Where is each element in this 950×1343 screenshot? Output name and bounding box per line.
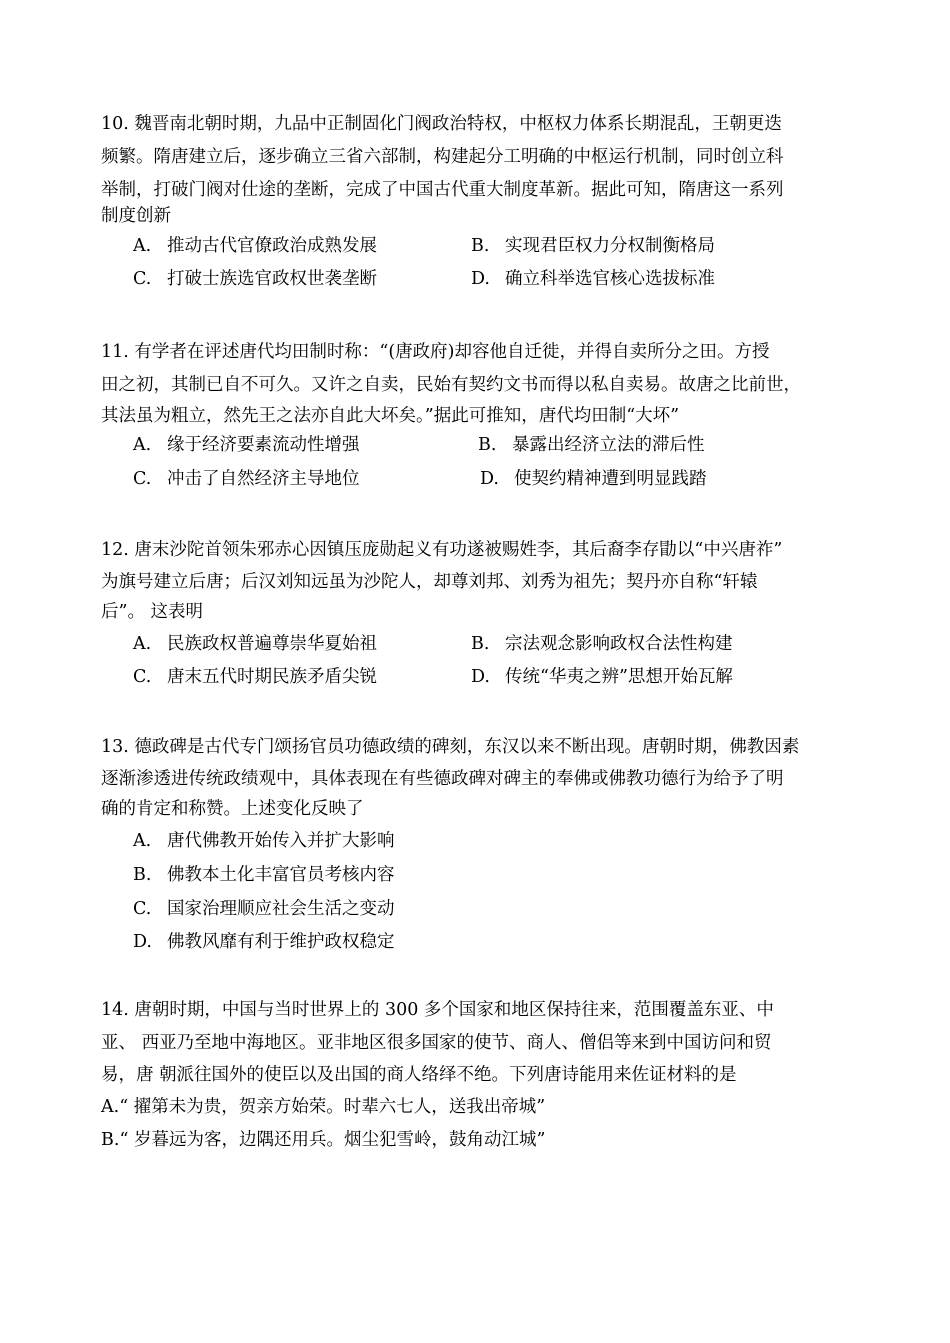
question-stem-line: 易，唐 朝派往国外的使臣以及出国的商人络绎不绝。下列唐诗能用来佐证材料的是 bbox=[101, 1065, 737, 1085]
option-c[interactable]: C. 唐末五代时期民族矛盾尖锐 bbox=[133, 667, 377, 687]
option-c[interactable]: C. 冲击了自然经济主导地位 bbox=[133, 469, 360, 489]
option-b[interactable]: B. 佛教本土化丰富官员考核内容 bbox=[133, 865, 395, 885]
question-stem-line: 11. 有学者在评述唐代均田制时称：“(唐政府)却容他自迁徙，并得自卖所分之田。方授 bbox=[101, 342, 770, 362]
question-stem-line: 田之初，其制已自不可久。又许之自卖，民始有契约文书而得以私自卖易。故唐之比前世， bbox=[101, 375, 801, 395]
option-a[interactable]: A. 推动古代官僚政治成熟发展 bbox=[133, 236, 377, 256]
option-d[interactable]: D. 使契约精神遭到明显践踏 bbox=[480, 469, 707, 489]
question-stem-line: 14. 唐朝时期，中国与当时世界上的 300 多个国家和地区保持往来，范围覆盖东亚、中 bbox=[101, 1000, 774, 1020]
option-b[interactable]: B. 宗法观念影响政权合法性构建 bbox=[471, 634, 733, 654]
question-stem-line: 频繁。隋唐建立后，逐步确立三省六部制，构建起分工明确的中枢运行机制，同时创立科 bbox=[101, 147, 784, 167]
option-a[interactable]: A. 唐代佛教开始传入并扩大影响 bbox=[133, 831, 395, 851]
option-d[interactable]: D. 确立科举选官核心选拔标准 bbox=[471, 269, 715, 289]
question-stem-line: 举制，打破门阀对仕途的垄断，完成了中国古代重大制度革新。据此可知，隋唐这一系列 bbox=[101, 180, 784, 200]
question-stem-line: 其法虽为粗立，然先王之法亦自此大坏矣。”据此可推知，唐代均田制“大坏” bbox=[101, 406, 680, 426]
question-stem-line: 12. 唐末沙陀首领朱邪赤心因镇压庞勋起义有功遂被赐姓李，其后裔李存勖以“中兴唐祚” bbox=[101, 540, 783, 560]
question-stem-line: 13. 德政碑是古代专门颂扬官员功德政绩的碑刻，东汉以来不断出现。唐朝时期，佛教因素 bbox=[101, 737, 800, 757]
option-c[interactable]: C. 国家治理顺应社会生活之变动 bbox=[133, 899, 395, 919]
question-stem-line: 为旗号建立后唐；后汉刘知远虽为沙陀人，却尊刘邦、刘秀为祖先；契丹亦自称“轩辕 bbox=[101, 572, 758, 592]
question-stem-line: 制度创新 bbox=[101, 206, 171, 226]
option-b[interactable]: B. 实现君臣权力分权制衡格局 bbox=[471, 236, 715, 256]
question-stem-line: 后”。 这表明 bbox=[101, 602, 204, 622]
option-c[interactable]: C. 打破士族选官政权世袭垄断 bbox=[133, 269, 377, 289]
option-a[interactable]: A. 民族政权普遍尊崇华夏始祖 bbox=[133, 634, 377, 654]
option-b[interactable]: B. 暴露出经济立法的滞后性 bbox=[478, 435, 705, 455]
question-stem-line: 逐渐渗透进传统政绩观中，具体表现在有些德政碑对碑主的奉佛或佛教功德行为给予了明 bbox=[101, 769, 784, 789]
option-a[interactable]: A.“ 擢第未为贵，贺亲方始荣。时辈六七人，送我出帝城” bbox=[101, 1097, 546, 1117]
question-stem-line: 确的肯定和称赞。上述变化反映了 bbox=[101, 799, 364, 819]
option-d[interactable]: D. 佛教风靡有利于维护政权稳定 bbox=[133, 932, 395, 952]
question-stem-line: 亚、 西亚乃至地中海地区。亚非地区很多国家的使节、商人、僧侣等来到中国访问和贸 bbox=[101, 1033, 772, 1053]
option-b[interactable]: B.“ 岁暮远为客，边隅还用兵。烟尘犯雪岭，鼓角动江城” bbox=[101, 1130, 546, 1150]
option-a[interactable]: A. 缘于经济要素流动性增强 bbox=[133, 435, 360, 455]
option-d[interactable]: D. 传统“华夷之辨”思想开始瓦解 bbox=[471, 667, 733, 687]
question-stem-line: 10. 魏晋南北朝时期，九品中正制固化门阀政治特权，中枢权力体系长期混乱，王朝更迭 bbox=[101, 114, 782, 134]
